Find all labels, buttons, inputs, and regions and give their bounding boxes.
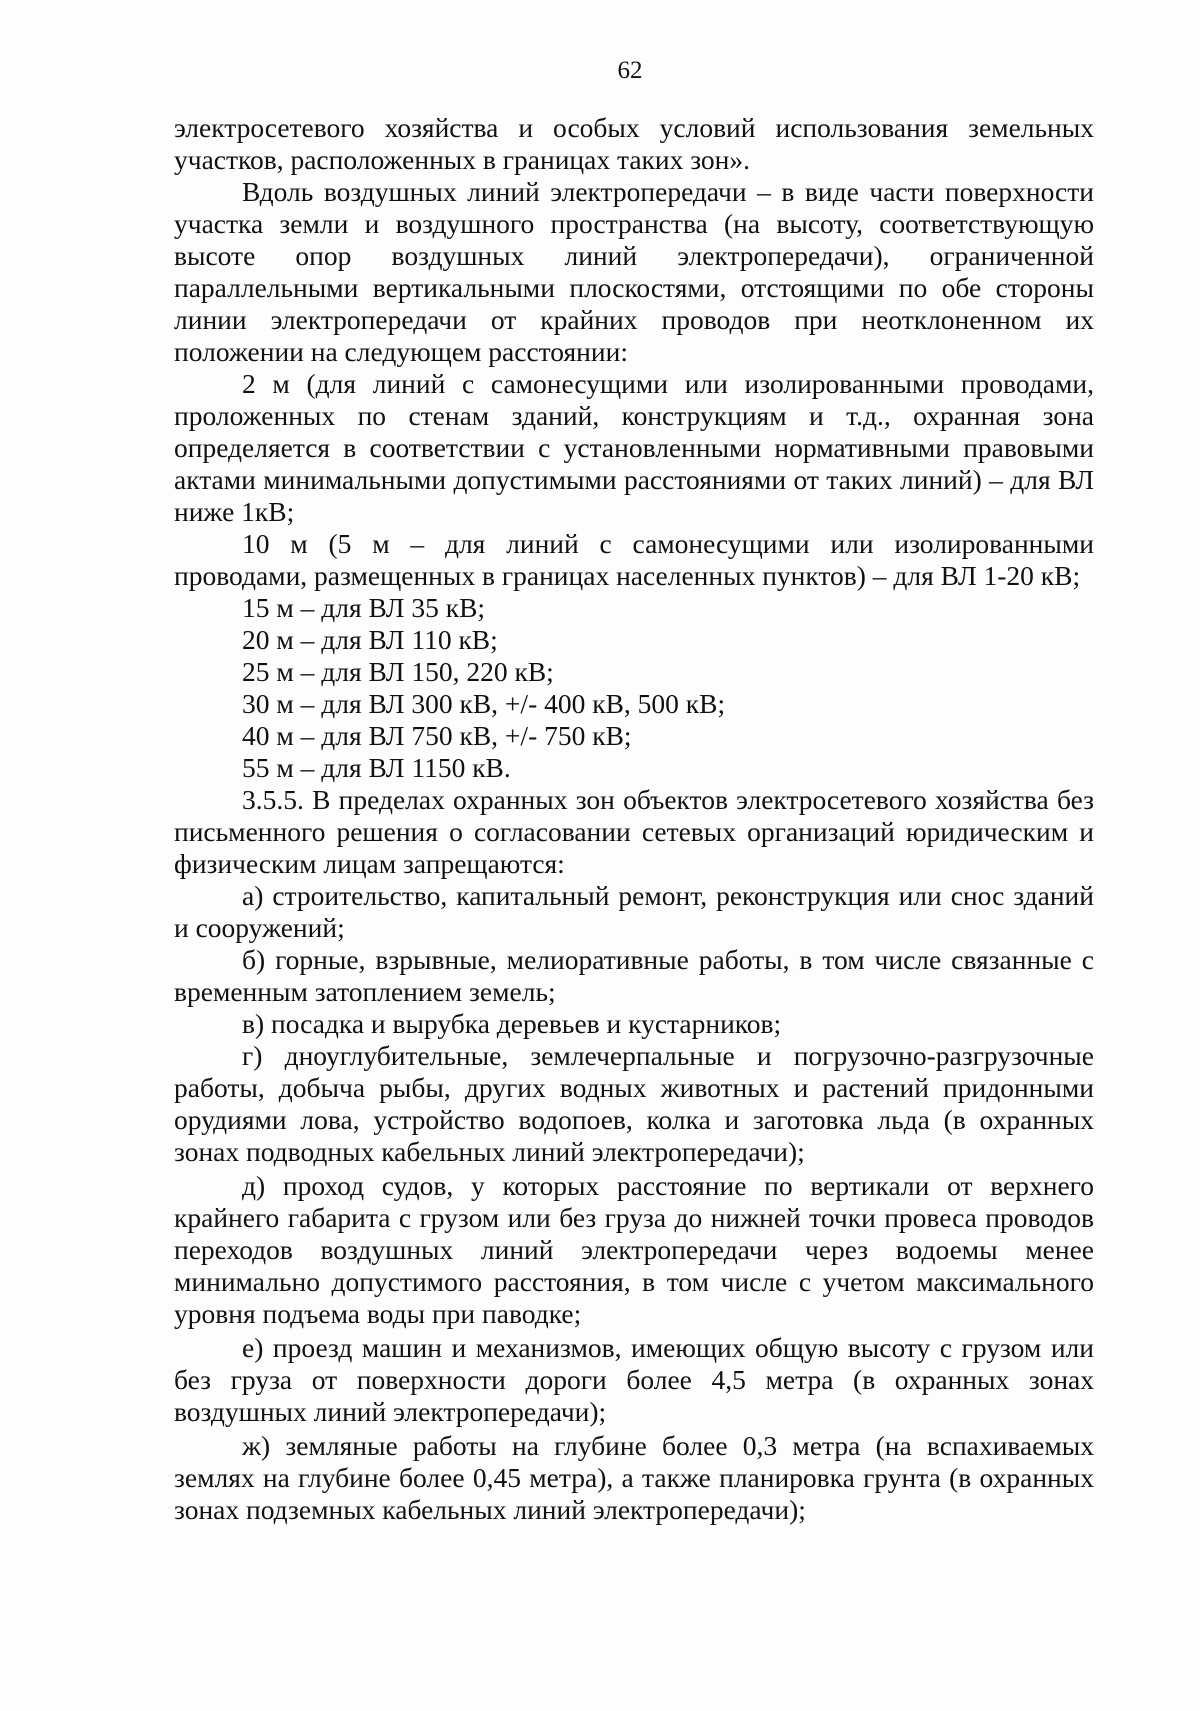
section-3-5-5: 3.5.5. В пределах охранных зон объектов электросетевого хозяйства без письменного решения о согласовании сетевых организаций юридическим и физическим лицам запрещаются:: [174, 784, 1094, 879]
document-body: [174, 112, 1094, 1526]
distance-item-25m: 25 м – для ВЛ 150, 220 кВ;: [242, 656, 554, 687]
paragraph-distance-10m: 10 м (5 м – для линий с самонесущими или изолированными проводами, размещенных в границах населенных пунктов) – для ВЛ 1-20 кВ;: [174, 528, 1094, 591]
distance-item-20m: 20 м – для ВЛ 110 кВ;: [242, 624, 498, 655]
paragraph-overhead-lines: Вдоль воздушных линий электропередачи – в виде части поверхности участка земли и воздушного пространства (на высоту, соответствующую высоте опор воздушных линий электропередачи), ограниченной параллельными вертикальными плоскостями, отстоящими по обе стороны линии электропередачи от крайних проводов при неотклоненном их положении на следующем расстоянии:: [174, 176, 1094, 367]
prohibition-a: а) строительство, капитальный ремонт, реконструкция или снос зданий и сооружений;: [174, 880, 1094, 943]
paragraph-continuation: электросетевого хозяйства и особых условий использования земельных участков, расположенных в границах таких зон».: [174, 112, 1094, 175]
distance-item-15m: 15 м – для ВЛ 35 кВ;: [242, 592, 486, 623]
page-number: 62: [617, 57, 643, 84]
distance-item-30m: 30 м – для ВЛ 300 кВ, +/- 400 кВ, 500 кВ;: [242, 688, 726, 719]
paragraph-distance-2m: 2 м (для линий с самонесущими или изолированными проводами, проложенных по стенам зданий, конструкциям и т.д., охранная зона определяется в соответствии с установленными нормативными правовыми актами минимальными допустимыми расстояниями от таких линий) – для ВЛ ниже 1кВ;: [174, 368, 1094, 527]
prohibition-g: г) дноуглубительные, землечерпальные и погрузочно-разгрузочные работы, добыча рыбы, других водных животных и растений придонными орудиями лова, устройство водопоев, колка и заготовка льда (в охранных зонах подводных кабельных линий электропередачи);: [174, 1040, 1094, 1167]
prohibition-zh: ж) земляные работы на глубине более 0,3 метра (на вспахиваемых землях на глубине более 0,45 метра), а также планировка грунта (в охранных зонах подземных кабельных линий электропередачи);: [174, 1430, 1094, 1525]
prohibition-e: е) проезд машин и механизмов, имеющих общую высоту с грузом или без груза от поверхности дороги более 4,5 метра (в охранных зонах воздушных линий электропередачи);: [174, 1332, 1094, 1427]
distance-item-55m: 55 м – для ВЛ 1150 кВ.: [242, 752, 511, 783]
distance-item-40m: 40 м – для ВЛ 750 кВ, +/- 750 кВ;: [242, 720, 632, 751]
prohibition-b: б) горные, взрывные, мелиоративные работы, в том числе связанные с временным затоплением земель;: [174, 944, 1094, 1007]
prohibition-v: в) посадка и вырубка деревьев и кустарников;: [242, 1008, 782, 1039]
prohibition-d: д) проход судов, у которых расстояние по вертикали от верхнего крайнего габарита с грузом или без груза до нижней точки провеса проводов переходов воздушных линий электропередачи через водоемы менее минимально допустимого расстояния, в том числе с учетом максимального уровня подъема воды при паводке;: [174, 1170, 1094, 1329]
